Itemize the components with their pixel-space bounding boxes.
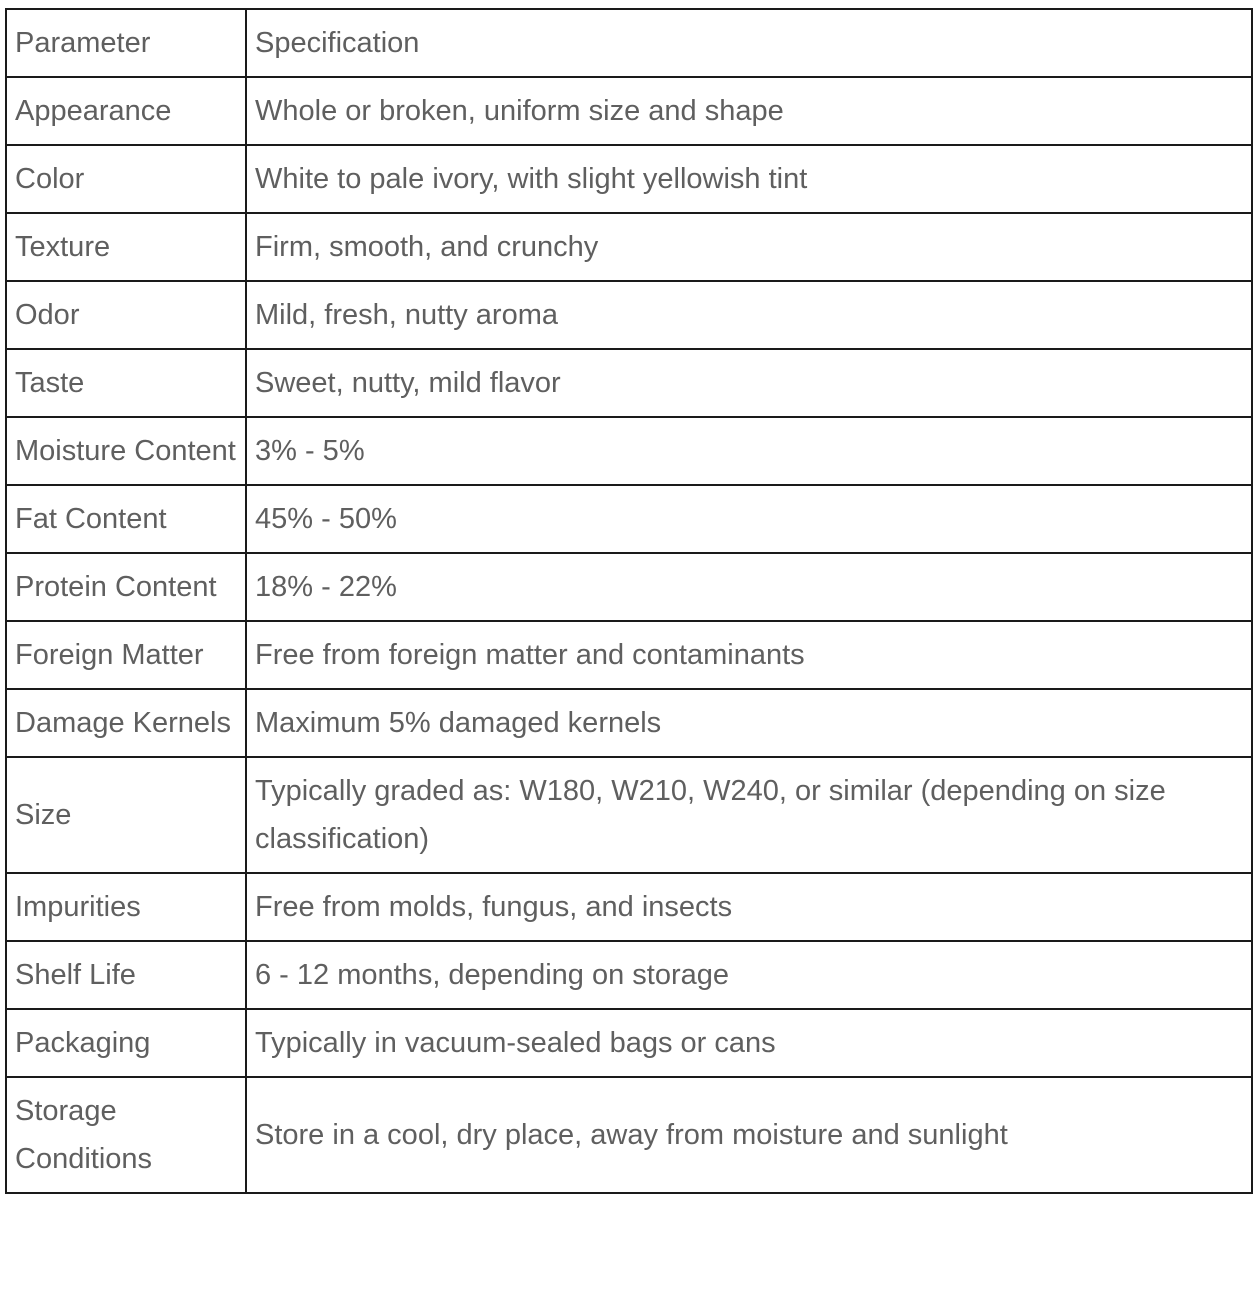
table-row [6, 485, 1252, 553]
parameter-cell: Impurities [6, 873, 246, 941]
specification-table [5, 8, 1253, 1194]
table-row [6, 941, 1252, 1009]
parameter-cell: Texture [6, 213, 246, 281]
parameter-cell: Size [6, 757, 246, 873]
table-row [6, 757, 1252, 873]
specification-cell: Store in a cool, dry place, away from moisture and sunlight [246, 1077, 1252, 1193]
table-header-row [6, 9, 1252, 77]
specification-cell: Firm, smooth, and crunchy [246, 213, 1252, 281]
parameter-cell: Taste [6, 349, 246, 417]
parameter-cell: Damage Kernels [6, 689, 246, 757]
parameter-cell: Color [6, 145, 246, 213]
specification-cell: White to pale ivory, with slight yellowish tint [246, 145, 1252, 213]
table-row [6, 1077, 1252, 1193]
header-specification: Specification [246, 9, 1252, 77]
table-row [6, 621, 1252, 689]
parameter-cell: Moisture Content [6, 417, 246, 485]
parameter-cell: Protein Content [6, 553, 246, 621]
table-row [6, 1009, 1252, 1077]
table-row [6, 349, 1252, 417]
table-row [6, 213, 1252, 281]
specification-cell: 18% - 22% [246, 553, 1252, 621]
table-row [6, 281, 1252, 349]
specification-cell: Free from molds, fungus, and insects [246, 873, 1252, 941]
table-row [6, 689, 1252, 757]
specification-cell: Typically graded as: W180, W210, W240, or similar (depending on size classification) [246, 757, 1252, 873]
table-row [6, 77, 1252, 145]
specification-cell: Typically in vacuum-sealed bags or cans [246, 1009, 1252, 1077]
table-row [6, 145, 1252, 213]
header-parameter: Parameter [6, 9, 246, 77]
specification-cell: Whole or broken, uniform size and shape [246, 77, 1252, 145]
specification-cell: Maximum 5% damaged kernels [246, 689, 1252, 757]
parameter-cell: Odor [6, 281, 246, 349]
parameter-cell: Packaging [6, 1009, 246, 1077]
table-row [6, 553, 1252, 621]
parameter-cell: Shelf Life [6, 941, 246, 1009]
table-row [6, 417, 1252, 485]
table-body [6, 9, 1252, 1193]
specification-cell: Free from foreign matter and contaminants [246, 621, 1252, 689]
table-row [6, 873, 1252, 941]
parameter-cell: Foreign Matter [6, 621, 246, 689]
specification-cell: 3% - 5% [246, 417, 1252, 485]
parameter-cell: Fat Content [6, 485, 246, 553]
specification-cell: Mild, fresh, nutty aroma [246, 281, 1252, 349]
specification-cell: 6 - 12 months, depending on storage [246, 941, 1252, 1009]
specification-cell: 45% - 50% [246, 485, 1252, 553]
specification-cell: Sweet, nutty, mild flavor [246, 349, 1252, 417]
parameter-cell: Appearance [6, 77, 246, 145]
parameter-cell: Storage Conditions [6, 1077, 246, 1193]
